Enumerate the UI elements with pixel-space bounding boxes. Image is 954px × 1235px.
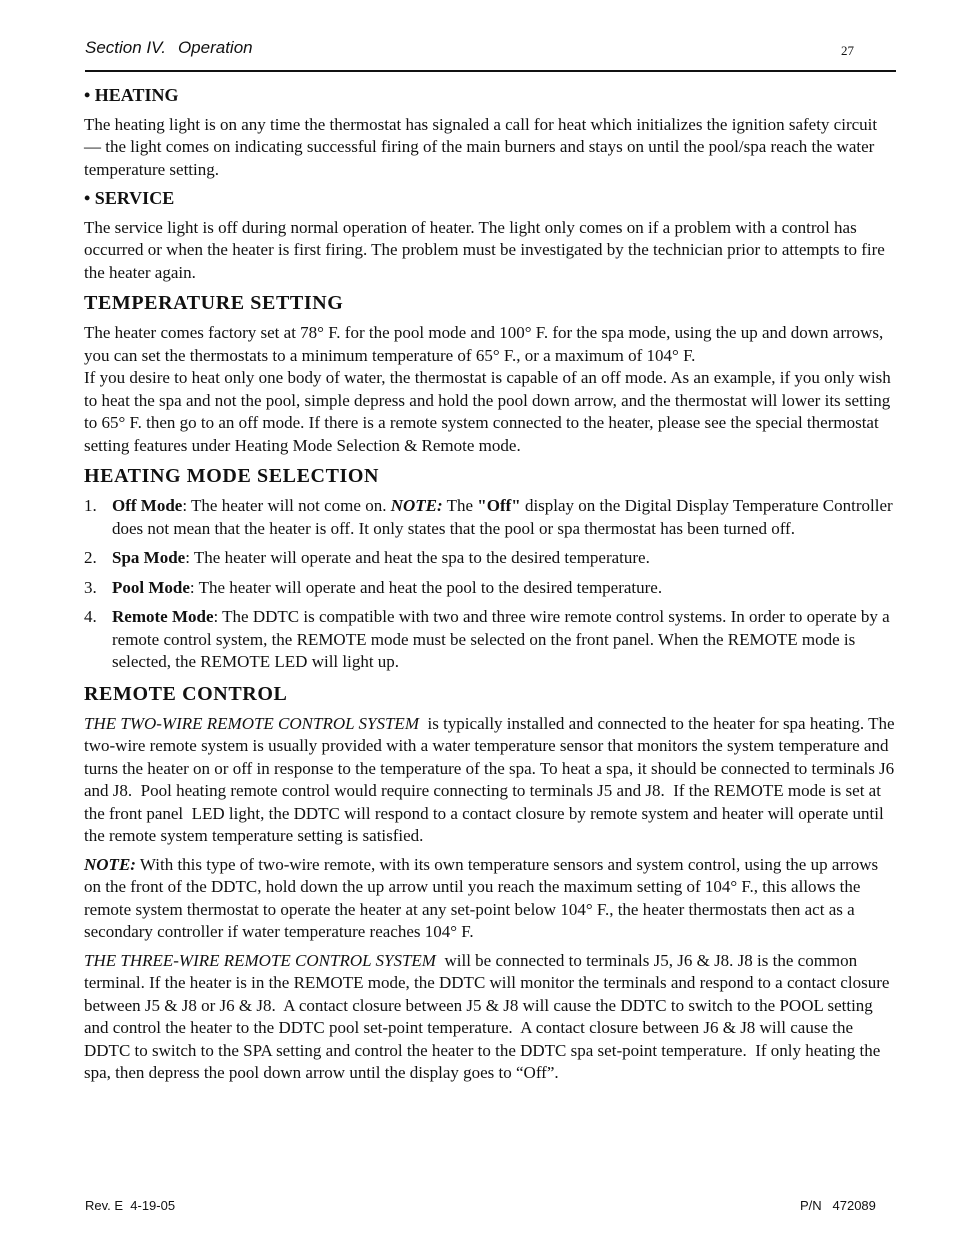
mode-term: Off Mode [112,496,183,515]
section-label: Section IV. [85,38,166,57]
mode-text: : The heater will operate and heat the spa to the desired temperature. [185,548,650,567]
temperature-setting-heading: TEMPERATURE SETTING [84,292,344,314]
temperature-paragraph-2: If you desire to heat only one body of water, the thermostat is capable of an off mode. As an example, if you only wish to heat the spa and not the pool, simple depress and hold the pool down arrow, and the thermostat will lower its setting to 65° F. then go to an off mode. If there is a remote system connected to the heater, please see the special thermostat setting features under Heating Mode Selection & Remote mode. [84,368,891,455]
page-body [84,84,898,1091]
footer-revision: Rev. E 4-19-05 [85,1198,176,1213]
list-number: 3. [84,577,97,597]
list-number: 4. [84,607,97,626]
mode-text: : The heater will not come on. [182,496,391,515]
mode-text: display on the Digital Display Temperature Controller does not mean that the heater is off. It only states that the pool or spa thermostat has been turned off. [112,496,893,538]
mode-term: Remote Mode [112,607,214,626]
note-text: With this type of two-wire remote, with its own temperature sensors and system control, using the up arrows on the front of the DDTC, hold down the up arrow until you reach the maximum setting of 104° F., this allows the remote system thermostat to operate the heater at any set-point below 104° F., the heater thermostats then act as a secondary controller if water temperature reaches 104° F. [84,854,879,941]
mode-term: Spa Mode [112,548,186,567]
heating-heading: • HEATING [84,85,179,105]
two-wire-text: is typically installed and connected to the heater for spa heating. The two-wire remote system is usually provided with a water temperature sensor that monitors the system temperature and turns the heater on or off in response to the temperature of the spa. To heat a spa, it should be connected to terminals J6 and J8. Pool heating remote control would require connecting to terminals J5 and J8. If the REMOTE mode is set at the front panel LED light, the DDTC will respond to a contact closure by remote system and heater will operate until the remote system temperature setting is satisfied. [84,713,899,845]
heating-mode-heading: HEATING MODE SELECTION [84,465,380,487]
three-wire-lead: THE THREE-WIRE REMOTE CONTROL SYSTEM [84,950,436,970]
mode-text: : The heater will operate and heat the pool to the desired temperature. [189,577,663,597]
mode-text: : The DDTC is compatible with two and three wire remote control systems. In order to operate by a remote control system, the REMOTE mode must be selected on the front panel. When the REMOTE mode is selected, the REMOTE LED will light up. [112,607,890,671]
remote-control-heading: REMOTE CONTROL [84,682,288,705]
page-header [85,38,896,72]
note-label: NOTE: [84,854,136,874]
service-heading: • SERVICE [84,188,175,208]
off-quoted: "Off" [477,496,521,515]
three-wire-text: will be connected to terminals J5, J6 & J8. J8 is the common terminal. If the heater is in the REMOTE mode, the DDTC will monitor the terminals and respond to a contact closure between J5 & J8 or J6 & J8. A contact closure between J5 & J8 will cause the DDTC to switch to the POOL setting and control the heater to the DDTC pool set-point temperature. A contact closure between J6 & J8 will cause the DDTC to switch to the SPA setting and control the heater to the DDTC spa set-point temperature. If only heating the spa, then depress the pool down arrow until the display goes to “Off”. [84,950,894,1082]
list-item-remote-mode [84,606,898,674]
service-paragraph: The service light is off during normal operation of heater. The light only comes on if a problem with a control has occurred or when the heater is first firing. The problem must be investigated by the technician prior to attempts to fire the heater again. [84,217,885,282]
three-wire-paragraph [84,950,898,1085]
list-item-spa-mode [84,547,898,570]
list-number: 2. [84,548,97,567]
list-number: 1. [84,496,97,515]
footer-part-number: P/N 472089 [800,1198,876,1213]
temperature-paragraph-1: The heater comes factory set at 78° F. for the pool mode and 100° F. for the spa mode, using the up and down arrows, you can set the thermostats to a minimum temperature of 65° F., or a maximum of 104° F. [84,323,884,365]
heating-paragraph: The heating light is on any time the thermostat has signaled a call for heat which initializes the ignition safety circuit — the light comes on indicating successful firing of the main burners and stays on until the pool/spa reach the water temperature setting. [84,114,878,179]
mode-text: The [442,496,478,515]
list-item-off-mode [84,495,898,540]
list-item-pool-mode [84,577,898,600]
page-number: 27 [841,43,854,58]
mode-term: Pool Mode [112,577,190,597]
two-wire-lead: THE TWO-WIRE REMOTE CONTROL SYSTEM [84,713,419,733]
two-wire-paragraph [84,713,898,848]
section-title [85,38,253,58]
note-paragraph [84,854,898,944]
heating-mode-list [84,495,898,674]
note-label: NOTE: [390,496,443,515]
section-name: Operation [177,38,253,57]
